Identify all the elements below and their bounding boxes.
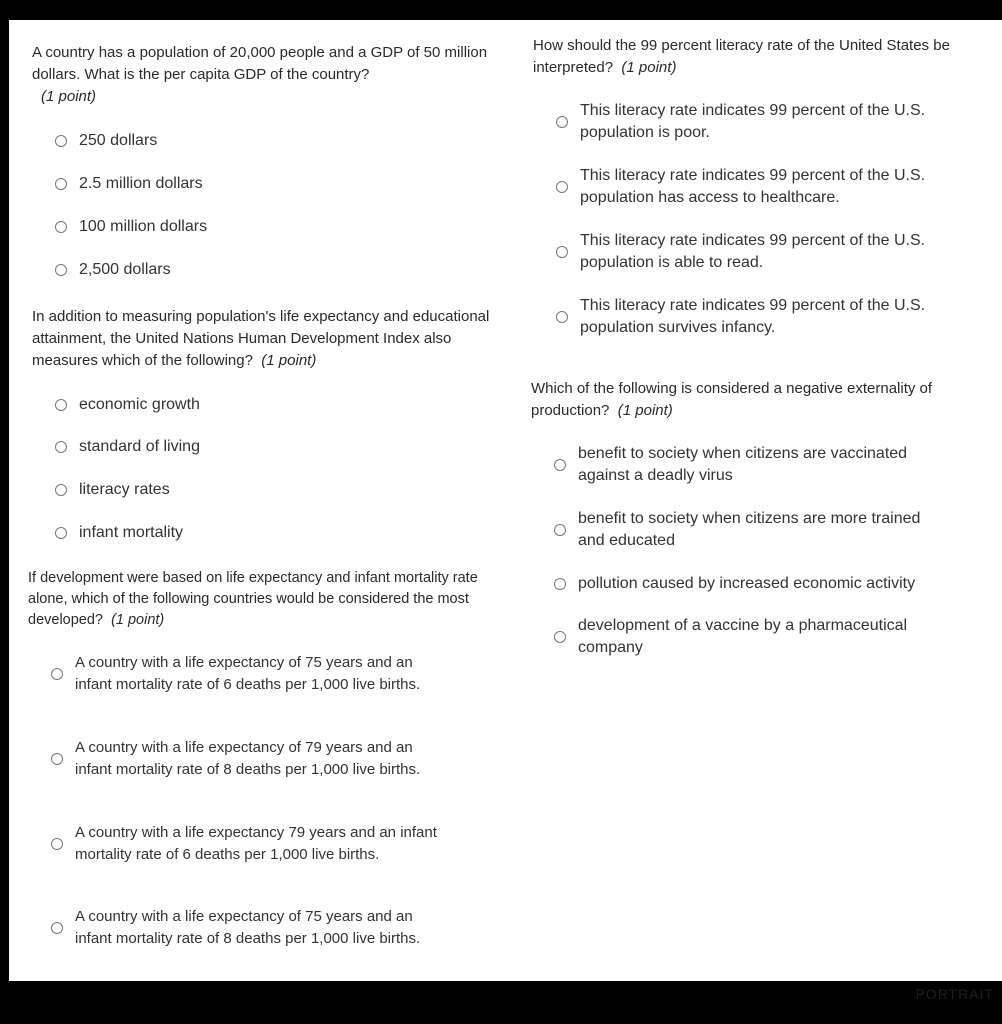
question-1-text: A country has a population of 20,000 people and a GDP of 50 million dollars. What is the per capita GDP of the country? bbox=[32, 44, 488, 83]
radio-button[interactable] bbox=[55, 484, 67, 496]
radio-button[interactable] bbox=[51, 922, 63, 934]
q1-option-2[interactable]: 2.5 million dollars bbox=[55, 173, 203, 195]
radio-button[interactable] bbox=[554, 578, 566, 590]
radio-button[interactable] bbox=[554, 524, 566, 536]
q1-option-4[interactable]: 2,500 dollars bbox=[55, 259, 171, 281]
radio-button[interactable] bbox=[556, 116, 568, 128]
radio-button[interactable] bbox=[55, 527, 67, 539]
q3-option-2[interactable]: A country with a life expectancy of 79 years and an infant mortality rate of 8 deaths per 1,000 live births. bbox=[51, 737, 451, 781]
watermark-text: PORTRAIT bbox=[915, 986, 994, 1002]
q4-option-3[interactable]: This literacy rate indicates 99 percent of the U.S. population is able to read. bbox=[556, 230, 976, 274]
question-5 bbox=[531, 378, 971, 422]
q3-option-3[interactable]: A country with a life expectancy 79 years and an infant mortality rate of 6 deaths per 1,000 live births. bbox=[51, 822, 451, 866]
radio-button[interactable] bbox=[55, 135, 67, 147]
question-5-points: (1 point) bbox=[617, 402, 673, 419]
q5-option-4[interactable]: development of a vaccine by a pharmaceutical company bbox=[554, 615, 974, 659]
q4-option-2[interactable]: This literacy rate indicates 99 percent of the U.S. population has access to healthcare. bbox=[556, 165, 976, 209]
radio-button[interactable] bbox=[554, 631, 566, 643]
radio-button[interactable] bbox=[554, 459, 566, 471]
radio-button[interactable] bbox=[556, 181, 568, 193]
q3-option-1[interactable]: A country with a life expectancy of 75 years and an infant mortality rate of 6 deaths per 1,000 live births. bbox=[51, 652, 451, 696]
radio-button[interactable] bbox=[55, 399, 67, 411]
q1-option-3[interactable]: 100 million dollars bbox=[55, 216, 207, 238]
radio-button[interactable] bbox=[51, 753, 63, 765]
question-2-points: (1 point) bbox=[261, 352, 317, 369]
worksheet bbox=[9, 20, 1002, 981]
q2-option-2[interactable]: standard of living bbox=[55, 436, 200, 458]
radio-button[interactable] bbox=[556, 246, 568, 258]
q3-option-4[interactable]: A country with a life expectancy of 75 years and an infant mortality rate of 8 deaths per 1,000 live births. bbox=[51, 906, 451, 950]
radio-button[interactable] bbox=[55, 441, 67, 453]
question-2 bbox=[32, 306, 502, 372]
question-3 bbox=[28, 568, 483, 631]
question-1 bbox=[32, 42, 492, 108]
q4-option-1[interactable]: This literacy rate indicates 99 percent of the U.S. population is poor. bbox=[556, 100, 976, 144]
question-5-text: Which of the following is considered a negative externality of production? bbox=[531, 380, 933, 419]
q5-option-3[interactable]: pollution caused by increased economic activity bbox=[554, 573, 974, 595]
radio-button[interactable] bbox=[55, 264, 67, 276]
question-2-text: In addition to measuring population's life expectancy and educational attainment, the United Nations Human Development Index also measures which of the following? bbox=[32, 308, 490, 369]
radio-button[interactable] bbox=[55, 221, 67, 233]
q1-option-1[interactable]: 250 dollars bbox=[55, 130, 157, 152]
q2-option-4[interactable]: infant mortality bbox=[55, 522, 183, 544]
radio-button[interactable] bbox=[556, 311, 568, 323]
q4-option-4[interactable]: This literacy rate indicates 99 percent of the U.S. population survives infancy. bbox=[556, 295, 976, 339]
q2-option-3[interactable]: literacy rates bbox=[55, 479, 170, 501]
question-4-text: How should the 99 percent literacy rate of the United States be interpreted? bbox=[533, 37, 950, 76]
q5-option-2[interactable]: benefit to society when citizens are more trained and educated bbox=[554, 508, 974, 552]
question-4 bbox=[533, 35, 988, 79]
q2-option-1[interactable]: economic growth bbox=[55, 394, 200, 416]
question-3-points: (1 point) bbox=[111, 612, 165, 628]
radio-button[interactable] bbox=[51, 838, 63, 850]
radio-button[interactable] bbox=[55, 178, 67, 190]
q5-option-1[interactable]: benefit to society when citizens are vaccinated against a deadly virus bbox=[554, 443, 974, 487]
radio-button[interactable] bbox=[51, 668, 63, 680]
question-3-text: If development were based on life expectancy and infant mortality rate alone, which of the following countries would be considered the most developed? bbox=[28, 570, 478, 628]
question-4-points: (1 point) bbox=[621, 59, 677, 76]
question-1-points: (1 point) bbox=[41, 88, 97, 105]
